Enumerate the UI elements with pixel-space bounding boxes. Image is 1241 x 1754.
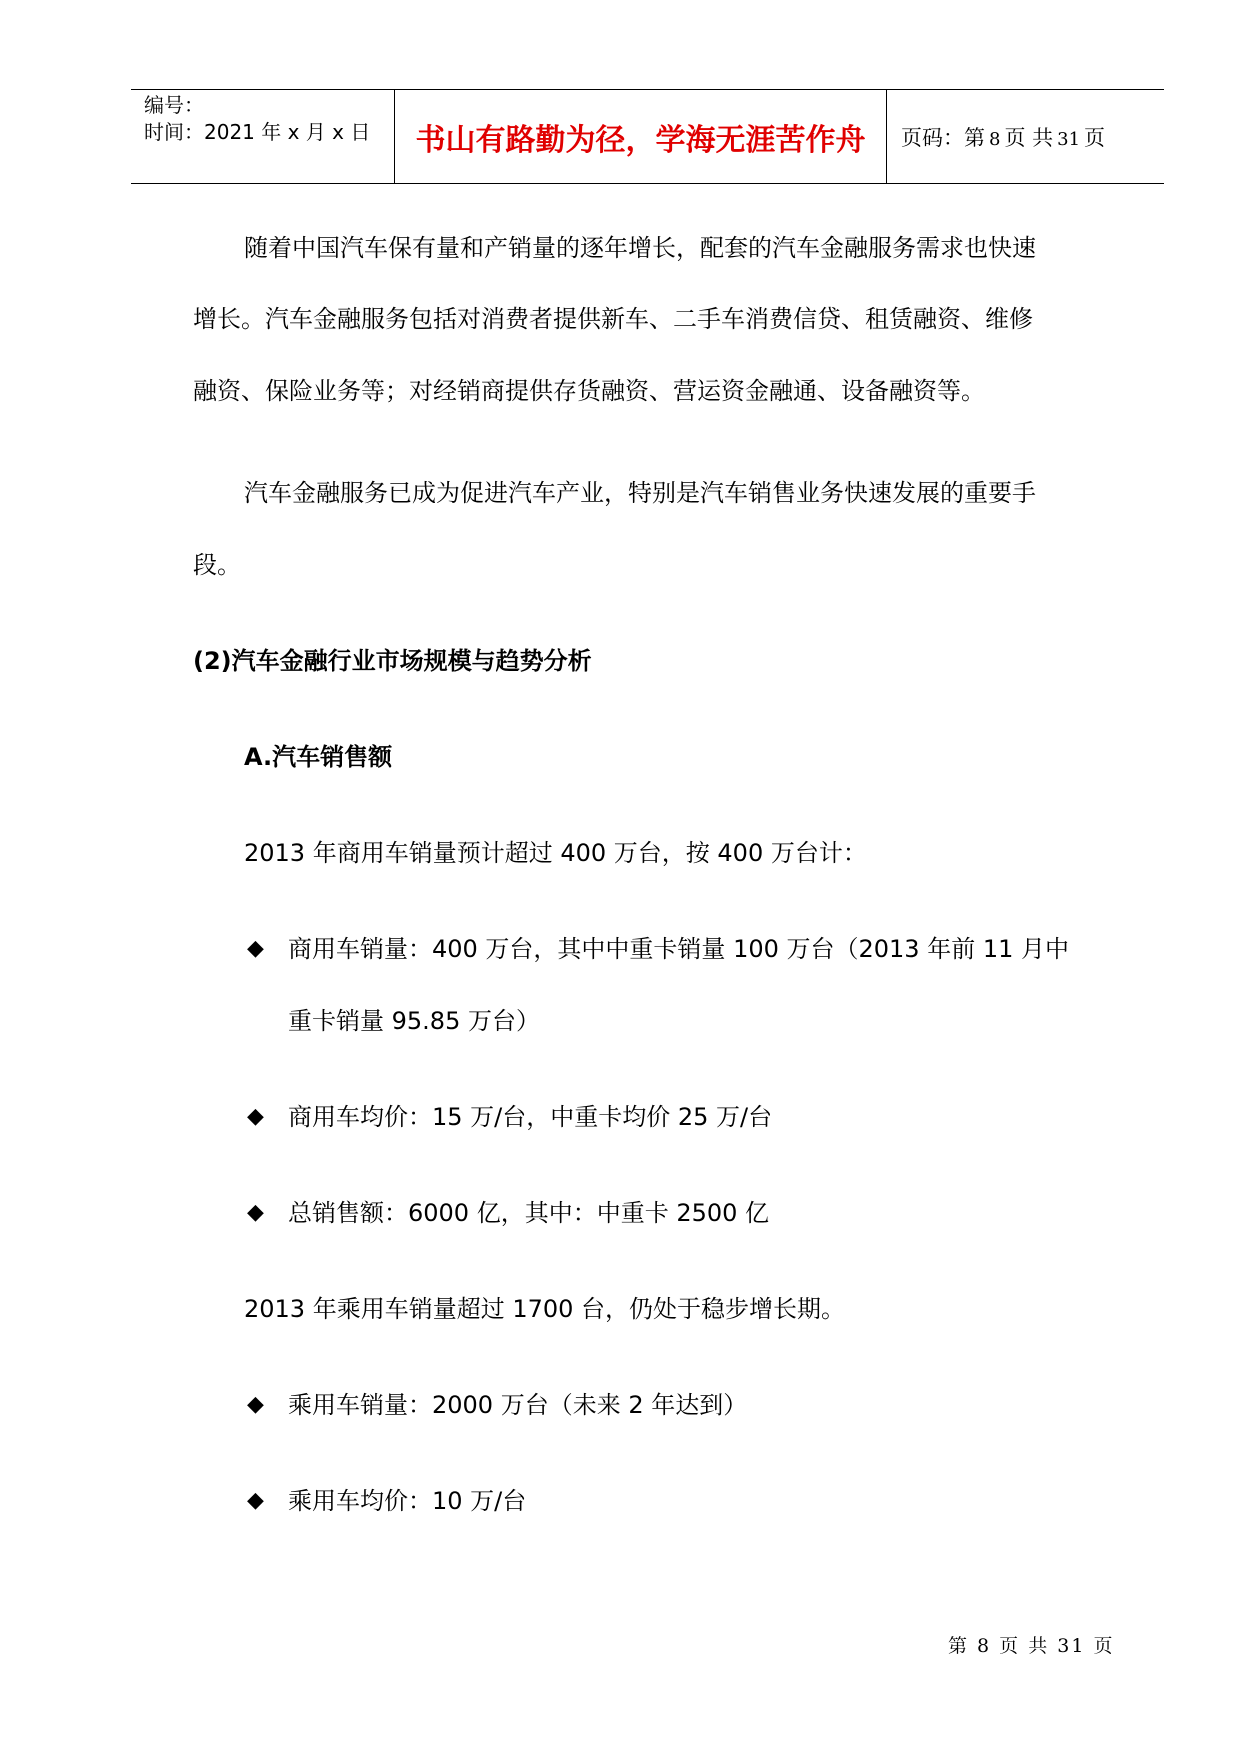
subsection-heading: A.汽车销售额 xyxy=(244,743,393,771)
header-left-cell xyxy=(131,90,394,183)
bullet-commercial-volume-line-2: 重卡销量 95.85 万台） xyxy=(288,1007,540,1035)
page-mid: 页 共 xyxy=(1004,125,1054,150)
header-motto-cell xyxy=(394,90,887,183)
page-number: 8 xyxy=(989,128,1001,150)
document-number-label: 编号： xyxy=(144,93,204,117)
paragraph-1-line-2: 增长。汽车金融服务包括对消费者提供新车、二手车消费信贷、租赁融资、维修 xyxy=(193,305,1033,333)
paragraph-2-line-2: 段。 xyxy=(193,551,241,579)
page-header xyxy=(131,89,1164,184)
section-heading: (2)汽车金融行业市场规模与趋势分析 xyxy=(193,647,592,675)
bullet-passenger-price: 乘用车均价：10 万/台 xyxy=(288,1487,527,1515)
header-page-info xyxy=(901,122,1105,152)
page-footer: 第 8 页 共 31 页 xyxy=(948,1635,1115,1657)
bullet-passenger-volume: 乘用车销量：2000 万台（未来 2 年达到） xyxy=(288,1391,748,1419)
paragraph-1-line-3: 融资、保险业务等；对经销商提供存货融资、营运资金融通、设备融资等。 xyxy=(193,377,985,405)
bullet-commercial-price: 商用车均价：15 万/台，中重卡均价 25 万/台 xyxy=(288,1103,773,1131)
header-page-cell xyxy=(887,90,1178,183)
page-total: 31 xyxy=(1057,128,1081,150)
passenger-intro: 2013 年乘用车销量超过 1700 台，仍处于稳步增长期。 xyxy=(244,1295,846,1323)
diamond-bullet-icon: ◆ xyxy=(247,1200,264,1225)
paragraph-2-line-1: 汽车金融服务已成为促进汽车产业，特别是汽车销售业务快速发展的重要手 xyxy=(244,479,1036,507)
diamond-bullet-icon: ◆ xyxy=(247,1392,264,1417)
page-prefix: 页码：第 xyxy=(901,125,985,150)
diamond-bullet-icon: ◆ xyxy=(247,1488,264,1513)
paragraph-1-line-1: 随着中国汽车保有量和产销量的逐年增长，配套的汽车金融服务需求也快速 xyxy=(244,234,1036,262)
diamond-bullet-icon: ◆ xyxy=(247,1104,264,1129)
bullet-commercial-volume-line-1: 商用车销量：400 万台，其中中重卡销量 100 万台（2013 年前 11 月中 xyxy=(288,935,1070,963)
diamond-bullet-icon: ◆ xyxy=(247,936,264,961)
commercial-intro: 2013 年商用车销量预计超过 400 万台，按 400 万台计： xyxy=(244,839,867,867)
document-time-label: 时间：2021 年 x 月 x 日 xyxy=(144,120,371,144)
header-motto: 书山有路勤为径，学海无涯苦作舟 xyxy=(415,122,866,158)
page-suffix: 页 xyxy=(1084,125,1106,150)
bullet-total-sales: 总销售额：6000 亿，其中：中重卡 2500 亿 xyxy=(288,1199,770,1227)
